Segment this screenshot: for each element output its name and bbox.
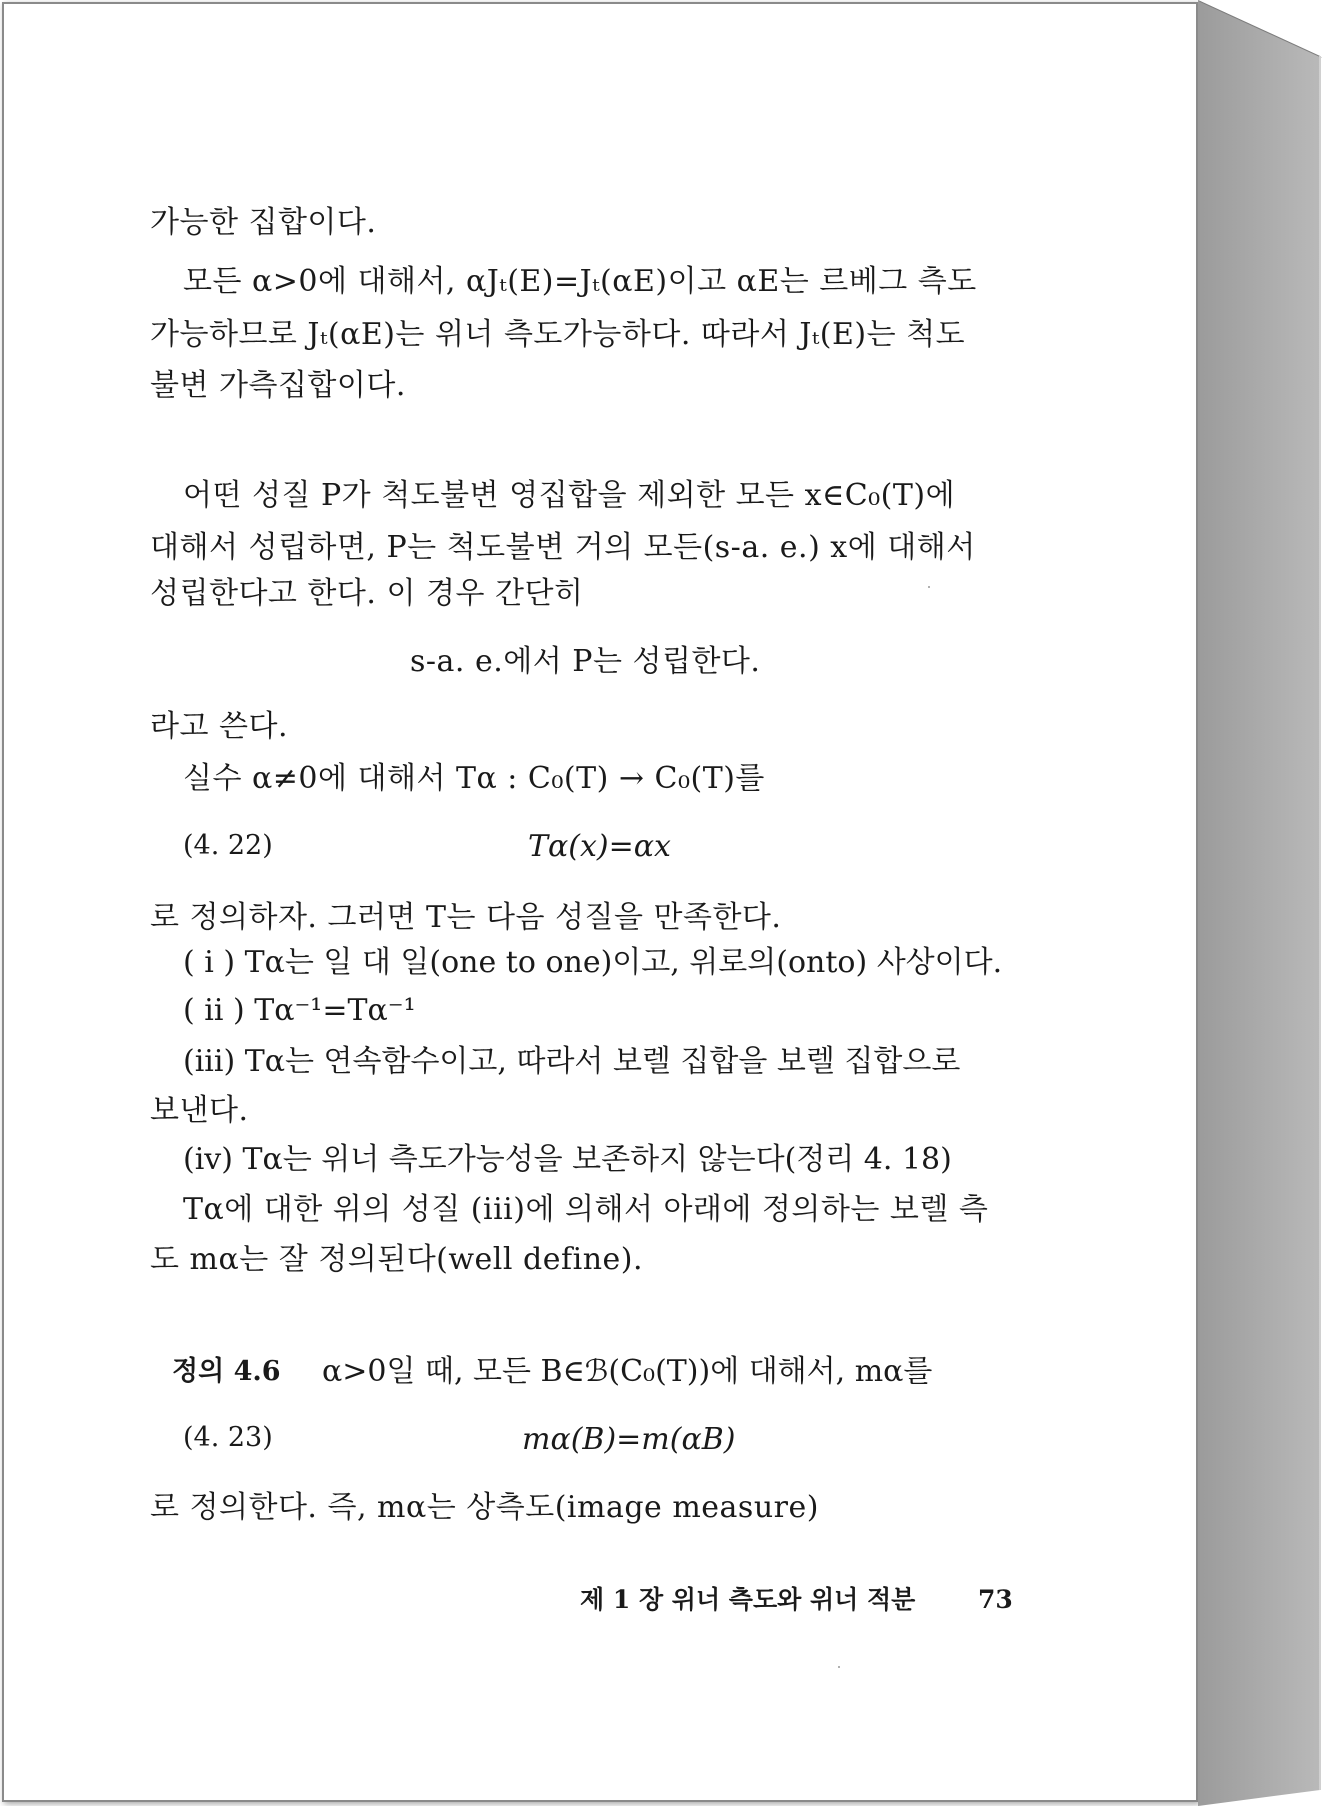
definition-label: 정의 4.6: [172, 1356, 281, 1387]
property-item-ii: ( ii ) Tα⁻¹=Tα⁻¹: [183, 993, 416, 1028]
chapter-footer: 제 1 장 위너 측도와 위너 적분: [580, 1585, 916, 1614]
scan-speck: [838, 1666, 840, 1668]
page-number: 73: [978, 1585, 1013, 1614]
text-line-1: 가능한 집합이다.: [150, 205, 377, 240]
text-line-14: 로 정의한다. 즉, mα는 상측도(image measure): [150, 1490, 819, 1525]
property-item-iii: (iii) Tα는 연속함수이고, 따라서 보렐 집합을 보렐 집합으로: [183, 1044, 961, 1079]
equation-4-22: Tα(x)=αx: [528, 829, 671, 864]
text-line-2: 모든 α>0에 대해서, αJₜ(E)=Jₜ(αE)이고 αE는 르베그 측도: [183, 264, 977, 299]
text-line-12: Tα에 대한 위의 성질 (iii)에 의해서 아래에 정의하는 보렐 측: [183, 1192, 989, 1227]
text-line-13: 도 mα는 잘 정의된다(well define).: [150, 1242, 644, 1277]
text-line-11: 보낸다.: [150, 1093, 249, 1128]
text-line-10: 로 정의하자. 그러면 T는 다음 성질을 만족한다.: [150, 900, 782, 935]
equation-4-23: mα(B)=m(αB): [522, 1422, 736, 1457]
property-item-iv: (iv) Tα는 위너 측도가능성을 보존하지 않는다(정리 4. 18): [183, 1142, 952, 1177]
equation-number-4-22: (4. 22): [183, 830, 273, 861]
text-line-8: 라고 쓴다.: [150, 709, 288, 744]
text-line-6: 대해서 성립하면, P는 척도불변 거의 모든(s-a. e.) x에 대해서: [150, 530, 976, 565]
text-line-5: 어떤 성질 P가 척도불변 영집합을 제외한 모든 x∈C₀(T)에: [183, 478, 956, 513]
scan-speck: [928, 586, 930, 588]
text-line-7: 성립한다고 한다. 이 경우 간단히: [150, 576, 584, 611]
definition-text: α>0일 때, 모든 B∈ℬ(C₀(T))에 대해서, mα를: [322, 1354, 933, 1389]
text-line-9: 실수 α≠0에 대해서 Tα : C₀(T) → C₀(T)를: [183, 761, 765, 796]
equation-number-4-23: (4. 23): [183, 1422, 273, 1453]
property-item-i: ( i ) Tα는 일 대 일(one to one)이고, 위로의(onto) 사상이다.: [183, 945, 1003, 980]
book-side-edge: [1198, 0, 1334, 1806]
text-line-4: 불변 가측집합이다.: [150, 368, 406, 403]
centered-statement: s-a. e.에서 P는 성립한다.: [410, 644, 761, 679]
text-line-3: 가능하므로 Jₜ(αE)는 위너 측도가능하다. 따라서 Jₜ(E)는 척도: [150, 317, 966, 352]
